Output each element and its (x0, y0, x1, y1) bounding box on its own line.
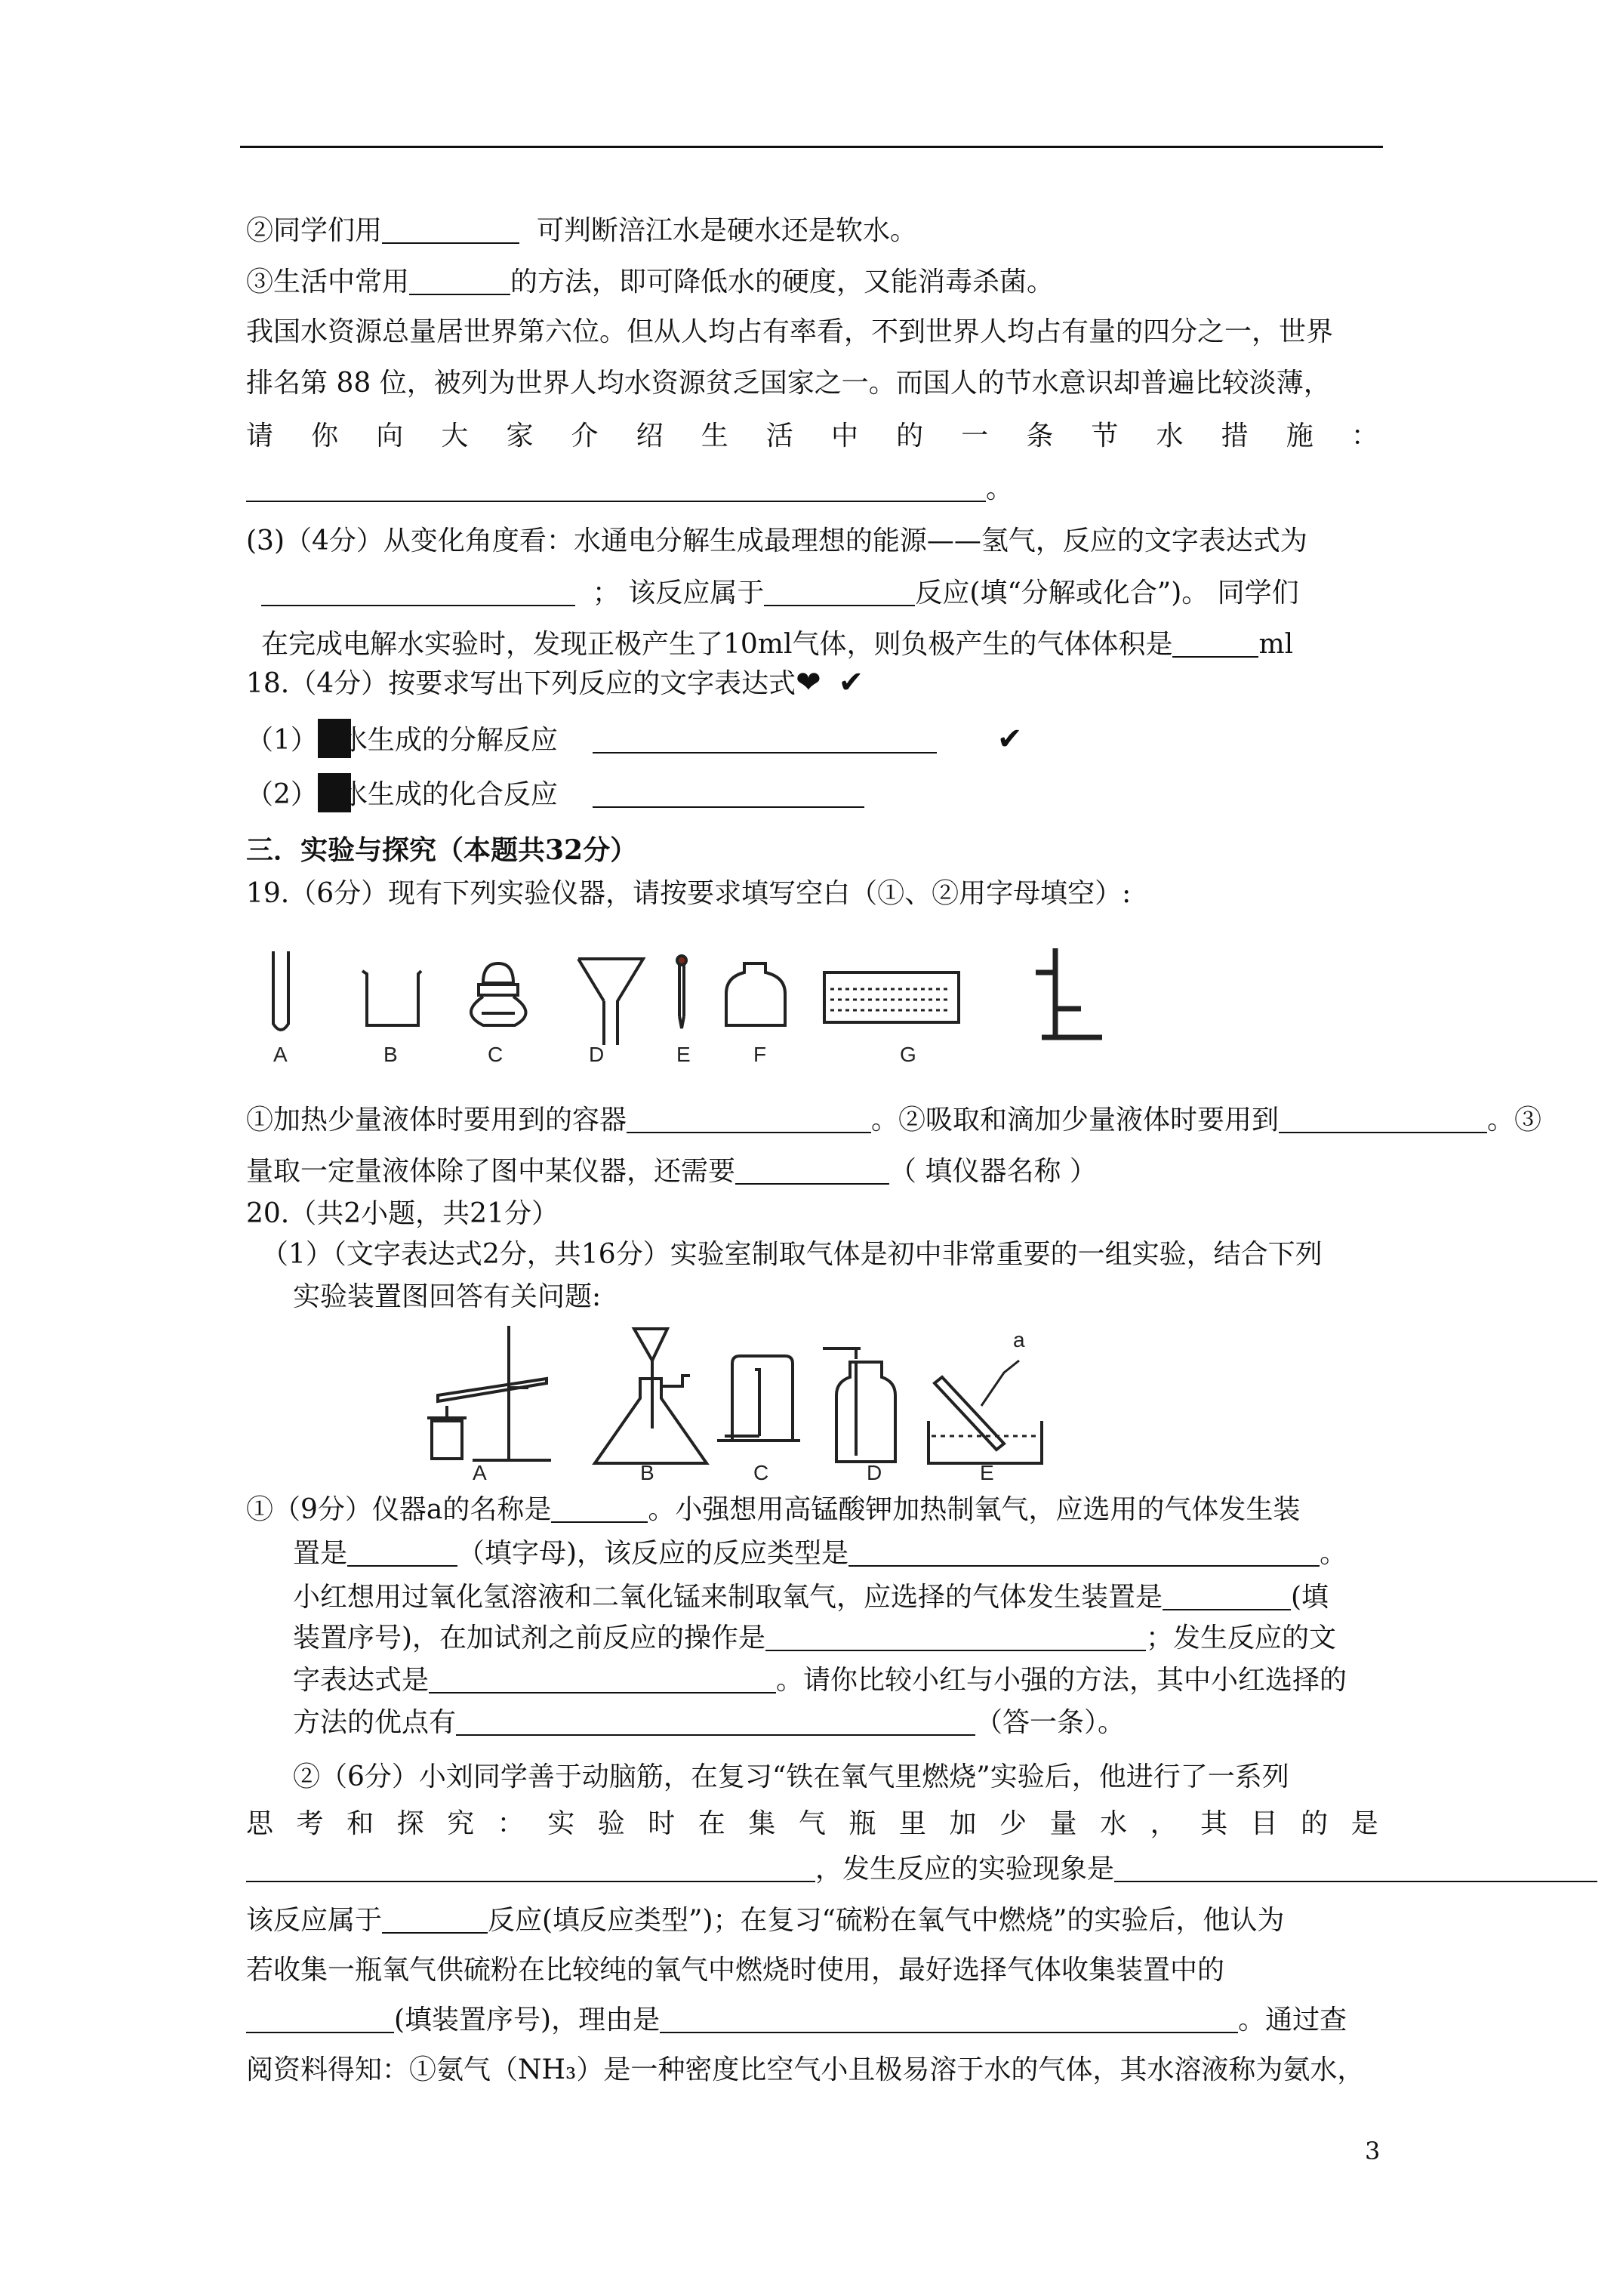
blank[interactable] (551, 1496, 648, 1523)
spaced-char: ， (1150, 1808, 1178, 1839)
text: 。③ (1487, 1105, 1542, 1136)
spaced-char: 量 (1049, 1808, 1077, 1839)
spaced-char: 加 (949, 1808, 977, 1839)
spaced-char: 实 (547, 1808, 575, 1839)
spaced-char: 水 (1100, 1808, 1128, 1839)
q19-title (246, 876, 1131, 912)
text: 排名第 88 位，被列为世界人均水资源贫乏国家之一。而国人的节水意识却普遍比较淡薄， (246, 368, 1331, 399)
spaced-char: 在 (698, 1808, 725, 1839)
q20-p1-line-6 (293, 1705, 1125, 1741)
q20-p1-line-2 (293, 1536, 1347, 1572)
iron-stand-icon (1036, 948, 1102, 1037)
text: 量取一定量液体除了图中某仪器，还需要 (246, 1156, 736, 1187)
text: 在完成电解水实验时，发现正极产生了10ml气体，则负极产生的气体体积是 (261, 629, 1173, 660)
q19-line-1 (246, 1102, 1541, 1139)
blank[interactable] (627, 1106, 871, 1133)
spaced-char: 究 (447, 1808, 475, 1839)
blank[interactable] (409, 268, 510, 295)
page-number: 3 (1365, 2137, 1381, 2165)
funnel-icon (578, 959, 643, 1045)
text: ①加热少量液体时要用到的容器 (246, 1105, 627, 1136)
text: 。通过查 (1238, 2005, 1347, 2036)
q17-line-2 (246, 213, 917, 249)
text: （填字母)，该反应的反应类型是 (457, 1538, 849, 1569)
label-b: B (383, 1043, 398, 1066)
text: 若收集一瓶氧气供硫粉在比较纯的氧气中燃烧时使用，最好选择气体收集装置中的 (246, 1955, 1225, 1986)
text: (填 (1291, 1582, 1329, 1613)
q20-p1-line-1 (246, 1492, 1300, 1528)
heating-apparatus-icon (427, 1326, 551, 1460)
spaced-char: 验 (597, 1808, 625, 1839)
text: 反应(填“分解或化合”)。 同学们 (915, 578, 1299, 609)
conical-flask-icon (595, 1329, 707, 1463)
q18-item-1 (246, 719, 1022, 759)
spaced-char: 时 (648, 1808, 676, 1839)
q20-p1-line-4 (293, 1620, 1336, 1657)
item-number: （2） (246, 779, 318, 810)
heart-icon: ❤ (796, 665, 821, 700)
q20-p2-line-3 (246, 1851, 1597, 1888)
text: 装置序号)，在加试剂之前反应的操作是 (293, 1623, 766, 1653)
blank[interactable] (382, 1906, 488, 1934)
blank[interactable] (848, 1539, 1320, 1567)
label-b: B (640, 1461, 654, 1481)
text: （ 填仪器名称 ） (889, 1156, 1097, 1187)
spaced-char: 瓶 (848, 1808, 876, 1839)
text: 方法的优点有 (293, 1707, 457, 1738)
text: （1）（文字表达式2分，共16分）实验室制取气体是初中非常重要的一组实验，结合下列 (261, 1239, 1323, 1270)
q20-title (246, 1196, 559, 1232)
q20-sub1-line-1 (261, 1237, 1323, 1273)
spaced-char: ： (497, 1808, 525, 1839)
label-g: G (900, 1043, 916, 1066)
text: ；发生反应的文 (1146, 1623, 1337, 1653)
beaker-icon (362, 971, 421, 1025)
spaced-char: 思 (246, 1808, 274, 1839)
label-c: C (488, 1043, 504, 1066)
spaced-char: 集 (748, 1808, 776, 1839)
water-para-2 (246, 365, 1331, 402)
spaced-char: 气 (798, 1808, 826, 1839)
spaced-char: 你 (311, 421, 339, 451)
q20-p2-line-6 (246, 2002, 1347, 2039)
q18-item-2 (246, 773, 864, 813)
text: ③生活中常用 (246, 267, 410, 297)
spaced-char: 其 (1200, 1808, 1228, 1839)
spaced-char: 一 (961, 421, 989, 451)
text: 。 (986, 473, 1014, 504)
label-a: A (473, 1461, 487, 1481)
spaced-char: 活 (765, 421, 793, 451)
blank[interactable] (347, 1539, 457, 1567)
spaced-char: 施 (1286, 421, 1313, 451)
spaced-char: 是 (1350, 1808, 1378, 1839)
text: 实验装置图回答有关问题: (293, 1281, 602, 1312)
q20-p1-line-3 (293, 1579, 1329, 1616)
label-d: D (867, 1461, 882, 1481)
q20-p2-line-2 (246, 1806, 1378, 1842)
spaced-char: 少 (999, 1808, 1027, 1839)
spaced-char: 家 (506, 421, 534, 451)
text: 置是 (293, 1538, 348, 1569)
blank[interactable] (246, 1855, 815, 1882)
blank[interactable] (1172, 630, 1258, 658)
section-3-heading (246, 832, 637, 868)
test-tube-icon (273, 951, 288, 1030)
blank[interactable] (246, 2006, 394, 2033)
text: (3)（4分）从变化角度看：水通电分解生成最理想的能源——氢气，反应的文字表达式为 (246, 525, 1307, 556)
trough-icon (824, 972, 959, 1022)
spaced-char: 的 (1301, 1808, 1329, 1839)
label-e: E (980, 1461, 994, 1481)
label-a: A (273, 1043, 288, 1066)
blank[interactable] (246, 475, 986, 502)
spaced-char: 大 (441, 421, 469, 451)
spaced-char: 中 (830, 421, 858, 451)
blank[interactable] (593, 726, 937, 754)
spaced-char: 探 (396, 1808, 424, 1839)
header-rule (240, 146, 1383, 148)
text: 该反应属于 (246, 1905, 383, 1936)
label-e: E (676, 1043, 691, 1066)
water-para-1 (246, 314, 1333, 350)
item-number: （1） (246, 725, 318, 756)
text: （答一条）。 (975, 1707, 1126, 1738)
blank[interactable] (735, 1157, 889, 1185)
blank[interactable] (764, 579, 915, 606)
q18-title (246, 664, 864, 702)
spaced-char: 条 (1026, 421, 1054, 451)
blank[interactable] (1114, 1855, 1597, 1882)
q19-line-2 (246, 1154, 1097, 1190)
spaced-char: 考 (296, 1808, 324, 1839)
label-instrument-a: a (1013, 1328, 1025, 1351)
text: 字表达式是 (293, 1665, 430, 1696)
spaced-char: 生 (701, 421, 728, 451)
blank[interactable] (456, 1709, 975, 1736)
text: ②同学们用 (246, 215, 383, 246)
text: 水生成的化合反应 (340, 779, 558, 810)
text: 。②吸取和滴加少量液体时要用到 (871, 1105, 1280, 1136)
q20-sub1-line-2 (293, 1279, 601, 1315)
text: 小红想用过氧化氢溶液和二氧化锰来制取氧气，应选择的气体发生装置是 (293, 1582, 1163, 1613)
spaced-char: 的 (896, 421, 924, 451)
spaced-char: 介 (571, 421, 599, 451)
spaced-char: 目 (1250, 1808, 1278, 1839)
water-para-3 (246, 418, 1378, 455)
q20-p2-line-5 (246, 1952, 1224, 1989)
spaced-char: 里 (898, 1808, 926, 1839)
q17-line-3 (246, 264, 1054, 300)
text: ，发生反应的实验现象是 (815, 1854, 1115, 1885)
blank[interactable] (593, 781, 864, 808)
q17-3-line-1 (246, 523, 1307, 559)
text: 。 (1320, 1538, 1347, 1569)
spaced-char: ： (1350, 421, 1378, 451)
q19-apparatus-figure (257, 941, 1132, 1069)
text: 的方法，即可降低水的硬度，又能消毒杀菌。 (510, 267, 1055, 297)
text: 20.（共2小题，共21分） (246, 1198, 559, 1229)
q20-p2-line-1 (293, 1759, 1289, 1795)
text: 三．实验与探究（本题共32分） (246, 834, 638, 866)
spaced-char: 措 (1221, 421, 1249, 451)
text: 阅资料得知：①氨气（NH₃）是一种密度比空气小且极易溶于水的气体，其水溶液称为氨水， (246, 2054, 1365, 2085)
label-d: D (589, 1043, 605, 1066)
water-para-4 (246, 471, 1013, 507)
spaced-char: 绍 (636, 421, 664, 451)
label-f: F (753, 1043, 767, 1066)
water-displacement-icon (929, 1361, 1042, 1463)
text: 。小强想用高锰酸钾加热制氧气，应选用的气体发生装 (648, 1494, 1301, 1525)
text: 我国水资源总量居世界第六位。但从人均占有率看，不到世界人均占有量的四分之一，世界 (246, 316, 1334, 347)
text: 19.（6分）现有下列实验仪器，请按要求填写空白（①、②用字母填空）: (246, 878, 1132, 909)
q17-3-line-2 (261, 575, 1299, 612)
spaced-char: 节 (1091, 421, 1119, 451)
text: ml (1258, 629, 1294, 660)
spaced-char: 和 (346, 1808, 374, 1839)
check-icon: ✔ (996, 722, 1023, 757)
blank[interactable] (261, 579, 575, 606)
text: 水生成的分解反应 (340, 725, 558, 756)
q20-p2-line-4 (246, 1903, 1284, 1939)
reagent-bottle-icon (726, 963, 785, 1025)
text: 反应(填反应类型”)；在复习“硫粉在氧气中燃烧”的实验后，他认为 (488, 1905, 1285, 1936)
blank[interactable] (660, 2006, 1238, 2033)
blank[interactable] (382, 217, 519, 244)
spaced-char: 请 (246, 421, 274, 451)
blank[interactable] (1163, 1583, 1291, 1610)
gas-apparatus-figure (400, 1323, 1064, 1481)
text: ； 该反应属于 (592, 578, 765, 609)
q20-p1-line-5 (293, 1663, 1347, 1699)
spaced-char: 水 (1156, 421, 1184, 451)
collection-bottle-up-icon (717, 1356, 800, 1441)
text: 可判断涪江水是硬水还是软水。 (536, 215, 917, 246)
text: ②（6分）小刘同学善于动脑筋，在复习“铁在氧气里燃烧”实验后，他进行了一系列 (293, 1761, 1289, 1792)
q17-3-line-3 (261, 627, 1293, 663)
text: (填装置序号)，理由是 (394, 2005, 661, 2036)
label-c: C (753, 1461, 769, 1481)
blank[interactable] (765, 1624, 1146, 1651)
check-icon: ✔ (838, 665, 864, 700)
text: 18.（4分）按要求写出下列反应的文字表达式 (246, 668, 796, 699)
q20-p2-line-7 (246, 2052, 1364, 2088)
text: 。请你比较小红与小强的方法，其中小红选择的 (776, 1665, 1347, 1696)
spaced-char: 向 (376, 421, 404, 451)
blank[interactable] (1279, 1106, 1487, 1133)
alcohol-lamp-icon (471, 963, 526, 1025)
dropper-icon (677, 956, 686, 1028)
blank[interactable] (429, 1666, 776, 1693)
text: ①（9分）仪器a的名称是 (246, 1494, 552, 1525)
collection-bottle-down-icon (823, 1348, 895, 1462)
